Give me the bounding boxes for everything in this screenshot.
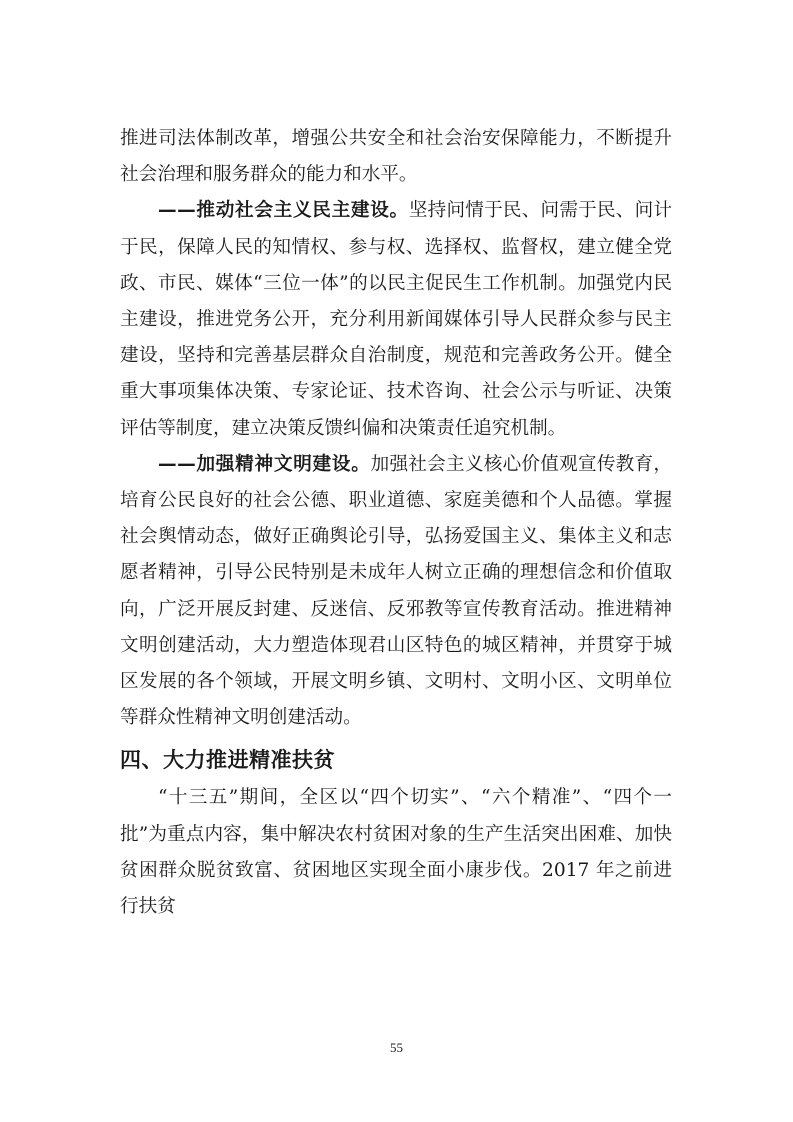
lead-spiritual-civilization: ——加强精神文明建设。 (158, 453, 371, 475)
paragraph-spiritual-civilization (120, 447, 672, 737)
document-body (120, 121, 672, 925)
body-democracy: 坚持问情于民、问需于民、问计于民，保障人民的知情权、参与权、选择权、监督权，建立健全党政、市民、媒体“三位一体”的以民主促民生工作机制。加强党内民主建设，推进党务公开，充分利用新闻媒体引导人民群众参与民主建设，坚持和完善基层群众自治制度，规范和完善政务公开。健全重大事项集体决策、专家论证、技术咨询、社会公示与听证、决策评估等制度，建立决策反馈纠偏和决策责任追究机制。 (120, 200, 672, 439)
page-number: 55 (390, 1040, 403, 1055)
paragraph-poverty-alleviation: “十三五”期间，全区以“四个切实”、“六个精准”、“四个一批”为重点内容，集中解决农村贫困对象的生产生活突出困难、加快贫困群众脱贫致富、贫困地区实现全面小康步伐。2017 年之前进行扶贫 (120, 787, 672, 918)
section-heading-poverty-alleviation: 四、大力推进精准扶贫 (120, 748, 335, 773)
paragraph-judicial-reform: 推进司法体制改革，增强公共安全和社会治安保障能力，不断提升社会治理和服务群众的能力和水平。 (120, 128, 672, 186)
body-spiritual-civilization: 加强社会主义核心价值观宣传教育，培育公民良好的社会公德、职业道德、家庭美德和个人品德。掌握社会舆情动态，做好正确舆论引导，弘扬爱国主义、集体主义和志愿者精神，引导公民特别是未成年人树立正确的理想信念和价值取向，广泛开展反封建、反迷信、反邪教等宣传教育活动。推进精神文明创建活动，大力塑造体现君山区特色的城区精神，并贯穿于城区发展的各个领域，开展文明乡镇、文明村、文明小区、文明单位等群众性精神文明创建活动。 (120, 453, 672, 729)
lead-democracy: ——推动社会主义民主建设。 (158, 200, 409, 222)
paragraph-democracy (120, 193, 672, 446)
